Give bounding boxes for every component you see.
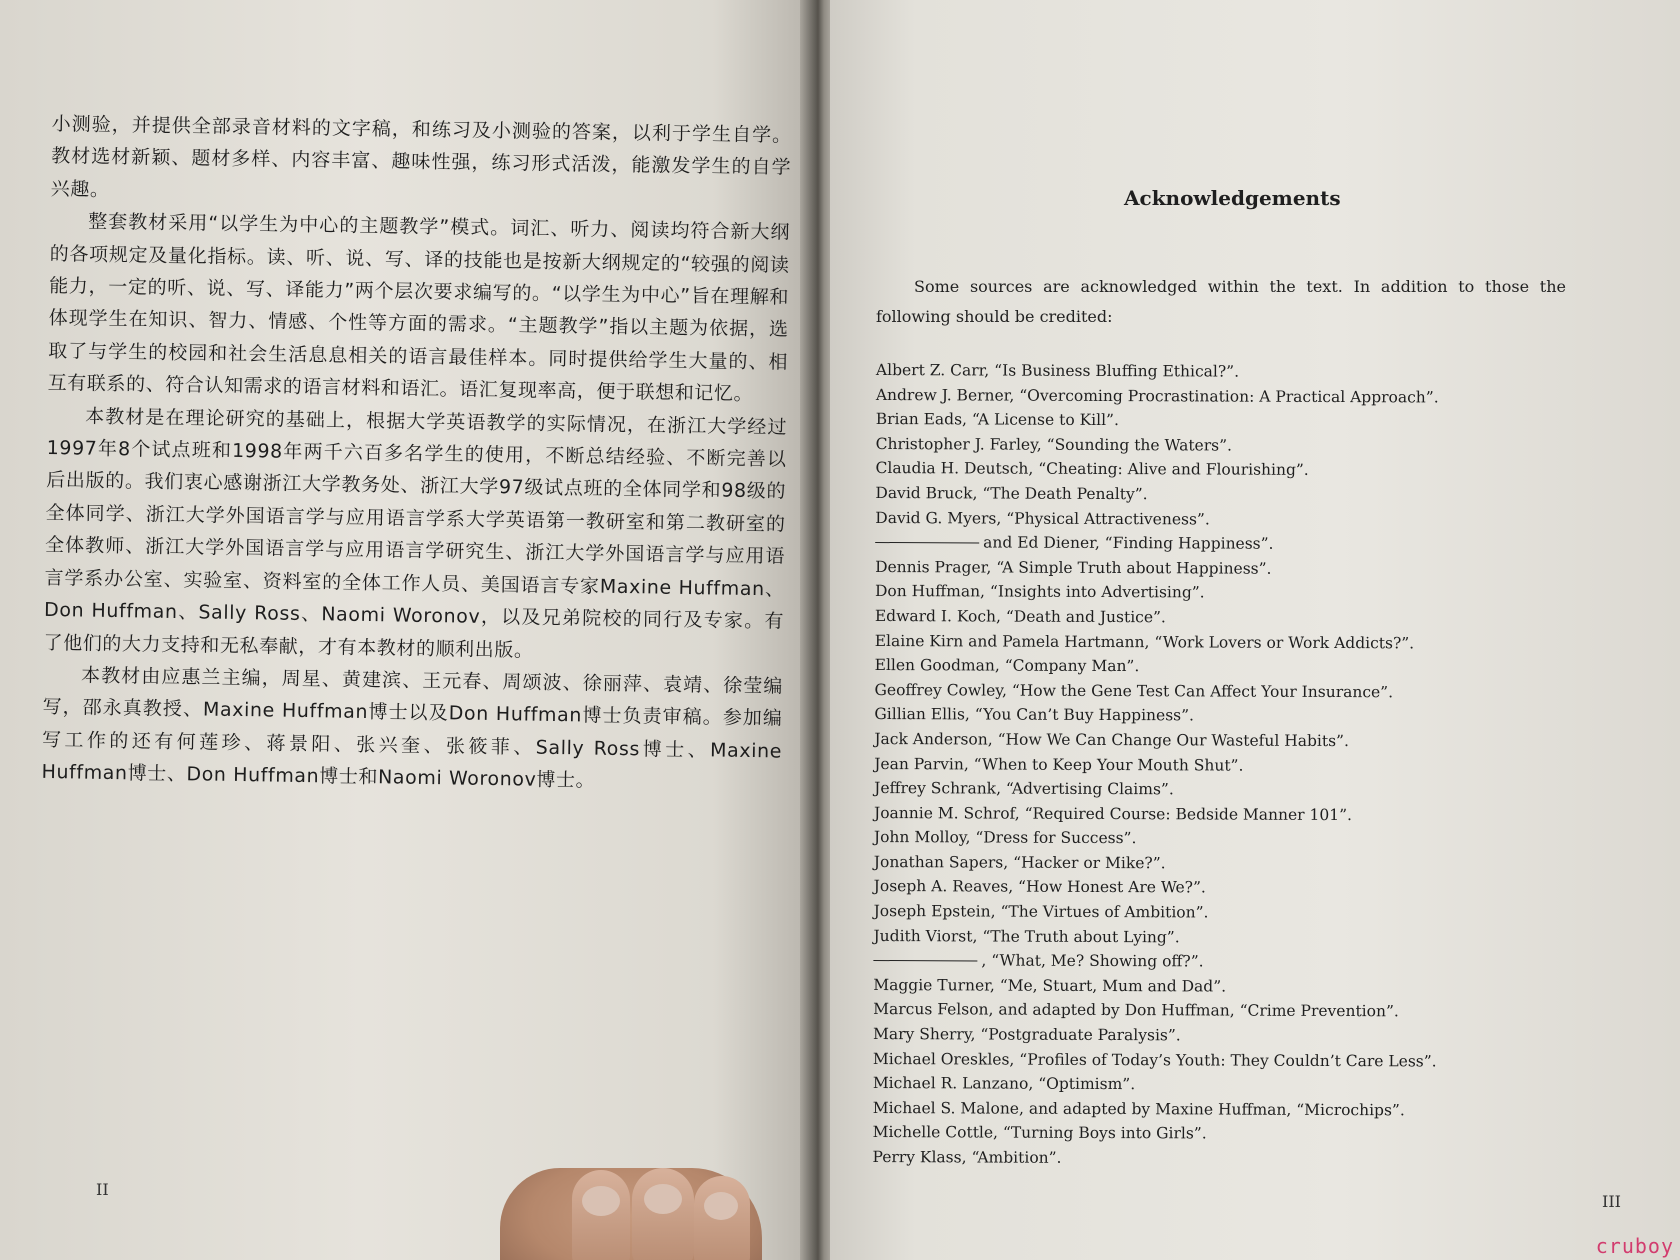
list-item: Ellen Goodman, “Company Man”.	[874, 656, 1140, 676]
finger	[632, 1168, 694, 1260]
list-item: David G. Myers, “Physical Attractiveness”.	[875, 508, 1210, 529]
list-item: Marcus Felson, and adapted by Don Huffman, “Crime Prevention”.	[873, 1000, 1399, 1021]
list-item: Joseph Epstein, “The Virtues of Ambition”.	[873, 902, 1209, 922]
paragraph-2: 整套教材采用“以学生为中心的主题教学”模式。词汇、听力、阅读均符合新大纲的各项规定及量化指标。读、听、说、写、译的技能也是按新大纲规定的“较强的阅读能力，一定的听、说、写、译能力”两个层次要求编写的。“以学生为中心”旨在理解和体现学生在知识、智力、情感、个性等方面的需求。“主题教学”指以主题为依据，选取了与学生的校园和社会生活息息相关的语言最佳样本。同时提供给学生大量的、相互有联系的、符合认知需求的语言材料和语汇。语汇复现率高，便于联想和记忆。	[47, 210, 791, 406]
left-page	[0, 0, 810, 1260]
chinese-body-text	[41, 108, 792, 800]
list-item: Geoffrey Cowley, “How the Gene Test Can Affect Your Insurance”.	[874, 680, 1394, 701]
list-item: Christopher J. Farley, “Sounding the Waters”.	[875, 434, 1233, 455]
list-item: Jack Anderson, “How We Can Change Our Wasteful Habits”.	[874, 729, 1349, 750]
paragraph-1: 小测验，并提供全部录音材料的文字稿，和练习及小测验的答案，以利于学生自学。教材选材新颖、题材多样、内容丰富、趣味性强，练习形式活泼，能激发学生的自学兴趣。	[50, 112, 792, 201]
ditto-dash	[875, 542, 979, 543]
list-item: Albert Z. Carr, “Is Business Bluffing Ethical?”.	[875, 360, 1240, 381]
finger	[694, 1176, 750, 1260]
list-item: Michael R. Lanzano, “Optimism”.	[872, 1074, 1136, 1094]
list-item: Michael Oreskles, “Profiles of Today’s Youth: They Couldn’t Care Less”.	[872, 1049, 1437, 1071]
list-item-ditto	[875, 530, 1575, 558]
list-item: Elaine Kirn and Pamela Hartmann, “Work Lovers or Work Addicts?”.	[874, 631, 1415, 652]
left-page-number: II	[96, 1180, 109, 1199]
acknowledgements-intro: Some sources are acknowledged within the text. In addition to those the following should be credited:	[876, 277, 1566, 326]
fingernail	[644, 1184, 682, 1214]
watermark: cruboy	[1595, 1234, 1674, 1258]
list-item-ditto	[873, 948, 1573, 976]
list-item: Jonathan Sapers, “Hacker or Mike?”.	[873, 852, 1166, 873]
list-item: Michael S. Malone, and adapted by Maxine Huffman, “Microchips”.	[872, 1098, 1405, 1120]
list-item: Jean Parvin, “When to Keep Your Mouth Shut”.	[874, 754, 1244, 775]
list-item: Joannie M. Schrof, “Required Course: Bedside Manner 101”.	[873, 803, 1353, 824]
list-item: Dennis Prager, “A Simple Truth about Happiness”.	[875, 557, 1272, 578]
list-item: Don Huffman, “Insights into Advertising”.	[874, 582, 1205, 602]
list-item: John Molloy, “Dress for Success”.	[873, 828, 1137, 848]
list-item: Gillian Ellis, “You Can’t Buy Happiness”.	[874, 705, 1195, 725]
finger	[572, 1170, 630, 1260]
list-item: Brian Eads, “A License to Kill”.	[875, 410, 1119, 430]
fingernail	[704, 1192, 738, 1220]
ditto-dash	[873, 960, 977, 961]
list-item: Perry Klass, “Ambition”.	[872, 1147, 1062, 1167]
list-item: Joseph A. Reaves, “How Honest Are We?”.	[873, 877, 1206, 897]
list-item: Maggie Turner, “Me, Stuart, Mum and Dad”.	[873, 975, 1227, 996]
list-item: David Bruck, “The Death Penalty”.	[875, 483, 1148, 504]
list-item: Judith Viorst, “The Truth about Lying”.	[873, 926, 1180, 946]
list-item: Jeffrey Schrank, “Advertising Claims”.	[874, 779, 1174, 799]
paragraph-3: 本教材是在理论研究的基础上，根据大学英语教学的实际情况，在浙江大学经过1997年8个试点班和1998年两千六百多名学生的使用，不断总结经验、不断完善以后出版的。我们衷心感谢浙江大学教务处、浙江大学97级试点班的全体同学和98级的全体同学、浙江大学外国语言学与应用语言学系大学英语第一教研室和第二教研室的全体教师、浙江大学外国语言学与应用语言学研究生、浙江大学外国语言学与应用语言学系办公室、实验室、资料室的全体工作人员、美国语言专家Maxine Huffman、Don Huffman、Sally Ross、Naomi Woronov，以及兄弟院校的同行及专家。有了他们的大力支持和无私奉献，才有本教材的顺利出版。	[43, 405, 788, 662]
right-page-number: III	[1602, 1192, 1621, 1211]
list-item-text: and Ed Diener, “Finding Happiness”.	[983, 533, 1274, 553]
list-item: Andrew J. Berner, “Overcoming Procrastination: A Practical Approach”.	[875, 385, 1439, 407]
list-item-text: , “What, Me? Showing off?”.	[981, 951, 1204, 971]
list-item: Michelle Cottle, “Turning Boys into Girls”.	[872, 1123, 1207, 1143]
acknowledgements-list	[872, 358, 1576, 1173]
list-item: Edward I. Koch, “Death and Justice”.	[874, 606, 1166, 627]
list-item: Mary Sherry, “Postgraduate Paralysis”.	[873, 1025, 1181, 1045]
list-item: Claudia H. Deutsch, “Cheating: Alive and Flourishing”.	[875, 459, 1309, 480]
fingernail	[582, 1186, 620, 1216]
paragraph-4: 本教材由应惠兰主编，周星、黄建滨、王元春、周颂波、徐丽萍、袁靖、徐莹编写，邵永真教授、Maxine Huffman博士以及Don Huffman博士负责审稿。参加编写工作的还有何莲珍、蒋景阳、张兴奎、张筱菲、Sally Ross博士、Maxine Huffman博士、Don Huffman博士和Naomi Woronov博士。	[41, 664, 784, 792]
acknowledgements-title: Acknowledgements	[1124, 186, 1341, 210]
